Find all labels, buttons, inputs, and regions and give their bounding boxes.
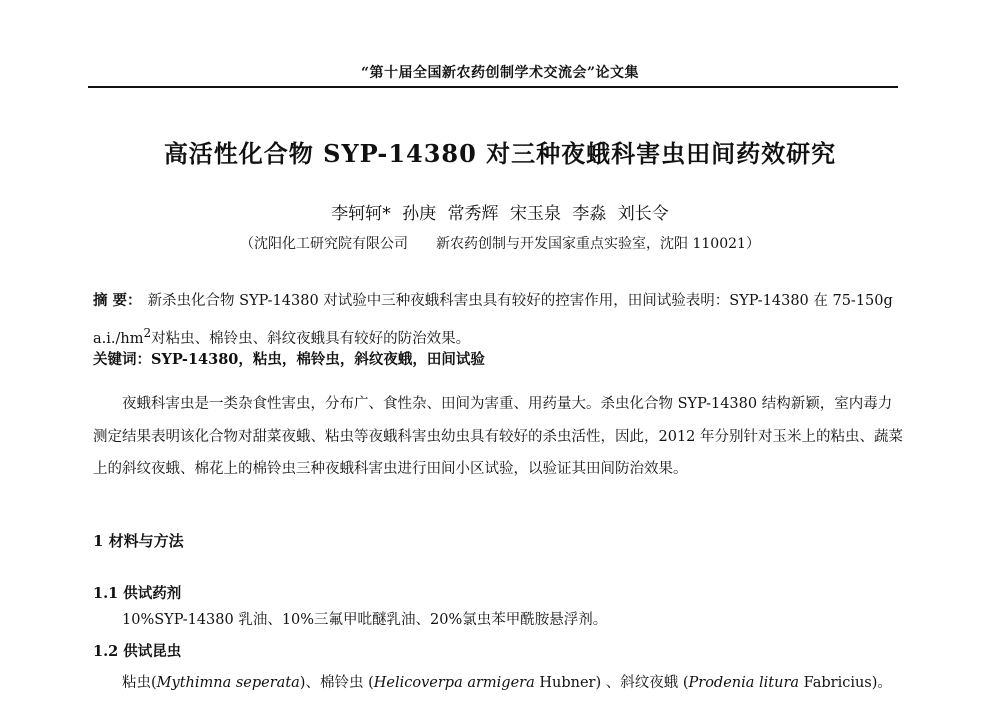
affiliation	[0, 233, 1000, 253]
intro-paragraph: 夜蛾科害虫是一类杂食性害虫，分布广、食性杂、田间为害重、用药量大。杀虫化合物 SYP-14380 结构新颖，室内毒力测定结果表明该化合物对甜菜夜蛾、粘虫等夜蛾科害虫幼虫具有较好的杀虫活性，因此，2012 年分别针对玉米上的粘虫、蔬菜上的斜纹夜蛾、棉花上的棉铃虫三种夜蛾科害虫进行田间小区试验，以验证其田间防治效果。	[93, 396, 904, 477]
insect-text-3: Hubner) 、斜纹夜蛾 (	[534, 675, 689, 691]
species-name-bollworm: Helicoverpa armigera	[373, 675, 535, 691]
insect-text-1: 粘虫(	[122, 675, 157, 691]
abstract	[93, 285, 903, 355]
keywords-label: 关键词：	[93, 351, 151, 368]
section-heading-1-1: 1.1 供试药剂	[93, 585, 182, 602]
insect-text-2: )、棉铃虫 (	[299, 675, 374, 691]
abstract-label: 摘 要：	[93, 292, 142, 309]
header-rule	[88, 86, 898, 88]
running-header: “第十届全国新农药创制学术交流会”论文集	[360, 65, 640, 81]
species-name-armyworm: Mythimna seperata	[156, 675, 300, 691]
abstract-text-1: 新杀虫化合物 SYP-14380 对试验中三种夜蛾科害虫具有较好的控害作用，田间试验表明：SYP-14380 在 75-150g a.i./hm	[93, 293, 893, 347]
section-heading-1: 1 材料与方法	[93, 532, 184, 550]
abstract-superscript: 2	[143, 326, 152, 340]
section-1-1-text: 10%SYP-14380 乳油、10%三氟甲吡醚乳油、20%氯虫苯甲酰胺悬浮剂。	[122, 612, 608, 628]
keywords	[93, 348, 903, 369]
affiliation-institute: （沈阳化工研究院有限公司	[240, 236, 409, 252]
abstract-text-2: 对粘虫、棉铃虫、斜纹夜蛾具有较好的防治效果。	[151, 330, 471, 347]
keywords-text: SYP-14380，粘虫，棉铃虫，斜纹夜蛾，田间试验	[151, 351, 485, 368]
affiliation-lab: 新农药创制与开发国家重点实验室，沈阳 110021）	[436, 236, 760, 252]
paper-title: 高活性化合物 SYP-14380 对三种夜蛾科害虫田间药效研究	[163, 139, 837, 168]
section-1-2-text	[93, 667, 903, 700]
authors: 李轲轲* 孙庚 常秀辉 宋玉泉 李淼 刘长令	[331, 204, 669, 224]
insect-text-4: Fabricius)。	[799, 675, 892, 691]
section-heading-1-2: 1.2 供试昆虫	[93, 643, 182, 660]
species-name-cutworm: Prodenia litura	[688, 675, 800, 691]
